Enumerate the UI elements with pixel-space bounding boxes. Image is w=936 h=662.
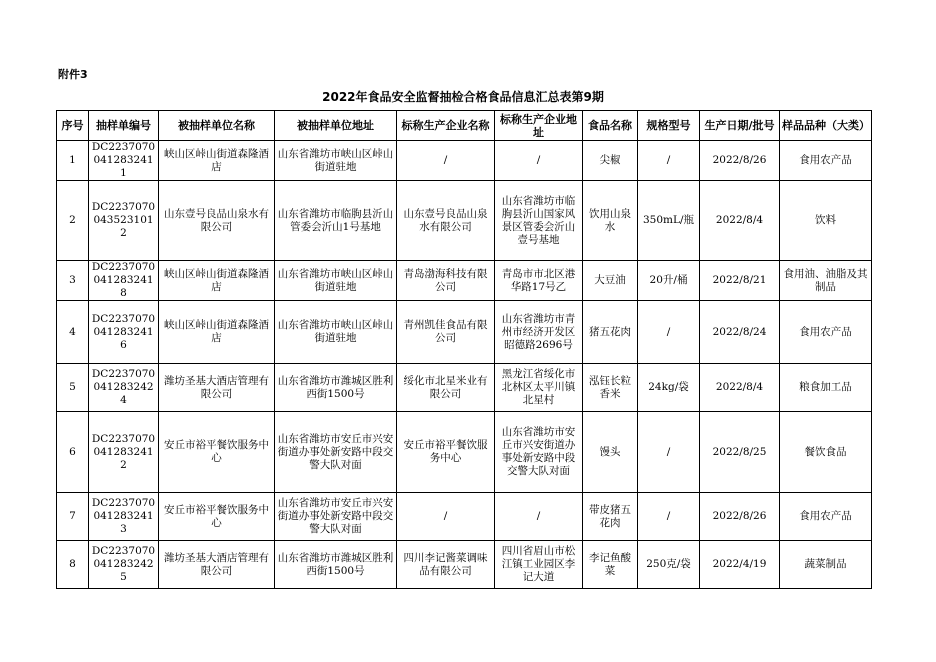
table-cell: DC22370700412832418 — [89, 261, 159, 301]
table-cell: 泓钰长粒香米 — [583, 364, 638, 412]
table-row — [57, 261, 872, 301]
table-row — [57, 301, 872, 364]
table-cell: 24kg/袋 — [638, 364, 700, 412]
table-cell: 2022/8/26 — [700, 493, 780, 541]
table-cell: 2022/4/19 — [700, 541, 780, 589]
table-cell: / — [638, 493, 700, 541]
header-row — [57, 111, 872, 141]
table-cell: 2 — [57, 181, 89, 261]
table-cell: 食用农产品 — [780, 493, 872, 541]
table-cell: 250克/袋 — [638, 541, 700, 589]
col-header: 食品名称 — [583, 111, 638, 141]
table-cell: 青州凯佳食品有限公司 — [397, 301, 495, 364]
table-row — [57, 141, 872, 181]
table-row — [57, 412, 872, 493]
table-cell: DC22370700412832425 — [89, 541, 159, 589]
table-cell: 2022/8/21 — [700, 261, 780, 301]
table-cell: 峡山区峠山街道森隆酒店 — [159, 141, 275, 181]
table-cell: 黑龙江省绥化市北林区太平川镇北星村 — [495, 364, 583, 412]
table-cell: 山东省潍坊市潍城区胜利西街1500号 — [275, 541, 397, 589]
table-cell: 350mL/瓶 — [638, 181, 700, 261]
table-cell: 6 — [57, 412, 89, 493]
table-cell: / — [638, 141, 700, 181]
col-header: 规格型号 — [638, 111, 700, 141]
table-cell: DC22370700412832416 — [89, 301, 159, 364]
table-cell: 7 — [57, 493, 89, 541]
table-cell: 安丘市裕平餐饮服务中心 — [159, 493, 275, 541]
table-cell: 李记鱼酸菜 — [583, 541, 638, 589]
table-cell: 山东省潍坊市峡山区峠山街道驻地 — [275, 141, 397, 181]
table-cell: DC22370700435231012 — [89, 181, 159, 261]
table-cell: / — [397, 493, 495, 541]
table-cell: 山东壹号良品山泉水有限公司 — [397, 181, 495, 261]
table-cell: 山东省潍坊市临朐县沂山管委会沂山1号基地 — [275, 181, 397, 261]
table-cell: 尖椒 — [583, 141, 638, 181]
table-cell: 8 — [57, 541, 89, 589]
table-row — [57, 181, 872, 261]
table-cell: 猪五花肉 — [583, 301, 638, 364]
table-cell: DC22370700412832412 — [89, 412, 159, 493]
table-cell: / — [397, 141, 495, 181]
table-cell: 峡山区峠山街道森隆酒店 — [159, 301, 275, 364]
table-cell: 馒头 — [583, 412, 638, 493]
table-cell: 山东省潍坊市安丘市兴安街道办事处新安路中段交警大队对面 — [275, 493, 397, 541]
table-cell: 3 — [57, 261, 89, 301]
table-cell: DC22370700412832411 — [89, 141, 159, 181]
table-cell: 2022/8/25 — [700, 412, 780, 493]
table-cell: 四川省眉山市松江镇工业园区李记大道 — [495, 541, 583, 589]
table-cell: 山东省潍坊市临朐县沂山国家风景区管委会沂山壹号基地 — [495, 181, 583, 261]
food-inspection-table — [56, 110, 872, 589]
table-cell: / — [638, 301, 700, 364]
attachment-label: 附件3 — [58, 68, 88, 81]
table-cell: 青岛市市北区港华路17号乙 — [495, 261, 583, 301]
table-cell: / — [638, 412, 700, 493]
table-cell: 山东壹号良品山泉水有限公司 — [159, 181, 275, 261]
table-cell: 绥化市北星米业有限公司 — [397, 364, 495, 412]
col-header: 序号 — [57, 111, 89, 141]
table-cell: 山东省潍坊市峡山区峠山街道驻地 — [275, 301, 397, 364]
col-header: 标称生产企业名称 — [397, 111, 495, 141]
table-cell: 饮料 — [780, 181, 872, 261]
table-cell: 峡山区峠山街道森隆酒店 — [159, 261, 275, 301]
document-title: 2022年食品安全监督抽检合格食品信息汇总表第9期 — [322, 90, 604, 104]
table-cell: 4 — [57, 301, 89, 364]
table-cell: 山东省潍坊市潍城区胜利西街1500号 — [275, 364, 397, 412]
table-cell: 5 — [57, 364, 89, 412]
table-cell: 潍坊圣基大酒店管理有限公司 — [159, 364, 275, 412]
col-header: 被抽样单位名称 — [159, 111, 275, 141]
table-cell: 饮用山泉水 — [583, 181, 638, 261]
table-cell: 2022/8/4 — [700, 364, 780, 412]
col-header: 标称生产企业地址 — [495, 111, 583, 141]
table-cell: 2022/8/26 — [700, 141, 780, 181]
table-cell: 山东省潍坊市峡山区峠山街道驻地 — [275, 261, 397, 301]
table-row — [57, 364, 872, 412]
table-cell: 带皮猪五花肉 — [583, 493, 638, 541]
table-cell: 山东省潍坊市青州市经济开发区昭德路2696号 — [495, 301, 583, 364]
table-cell: 餐饮食品 — [780, 412, 872, 493]
table-row — [57, 493, 872, 541]
table-cell: 山东省潍坊市安丘市兴安街道办事处新安路中段交警大队对面 — [495, 412, 583, 493]
table-cell: 20升/桶 — [638, 261, 700, 301]
table-cell: DC22370700412832413 — [89, 493, 159, 541]
table-cell: DC22370700412832424 — [89, 364, 159, 412]
table-cell: 四川李记酱菜调味品有限公司 — [397, 541, 495, 589]
table-cell: 大豆油 — [583, 261, 638, 301]
table-cell: 食用油、油脂及其制品 — [780, 261, 872, 301]
table-cell: 食用农产品 — [780, 141, 872, 181]
col-header: 被抽样单位地址 — [275, 111, 397, 141]
table-cell: 2022/8/4 — [700, 181, 780, 261]
table-cell: 1 — [57, 141, 89, 181]
table-cell: 蔬菜制品 — [780, 541, 872, 589]
table-cell: 2022/8/24 — [700, 301, 780, 364]
col-header: 抽样单编号 — [89, 111, 159, 141]
table-cell: 安丘市裕平餐饮服务中心 — [159, 412, 275, 493]
table-cell: 粮食加工品 — [780, 364, 872, 412]
table-cell: 青岛渤海科技有限公司 — [397, 261, 495, 301]
table-cell: / — [495, 141, 583, 181]
table-cell: 山东省潍坊市安丘市兴安街道办事处新安路中段交警大队对面 — [275, 412, 397, 493]
table-cell: 安丘市裕平餐饮服务中心 — [397, 412, 495, 493]
table-row — [57, 541, 872, 589]
table-cell: 食用农产品 — [780, 301, 872, 364]
table-cell: 潍坊圣基大酒店管理有限公司 — [159, 541, 275, 589]
col-header: 生产日期/批号 — [700, 111, 780, 141]
table-cell: / — [495, 493, 583, 541]
col-header: 样品品种（大类） — [780, 111, 872, 141]
